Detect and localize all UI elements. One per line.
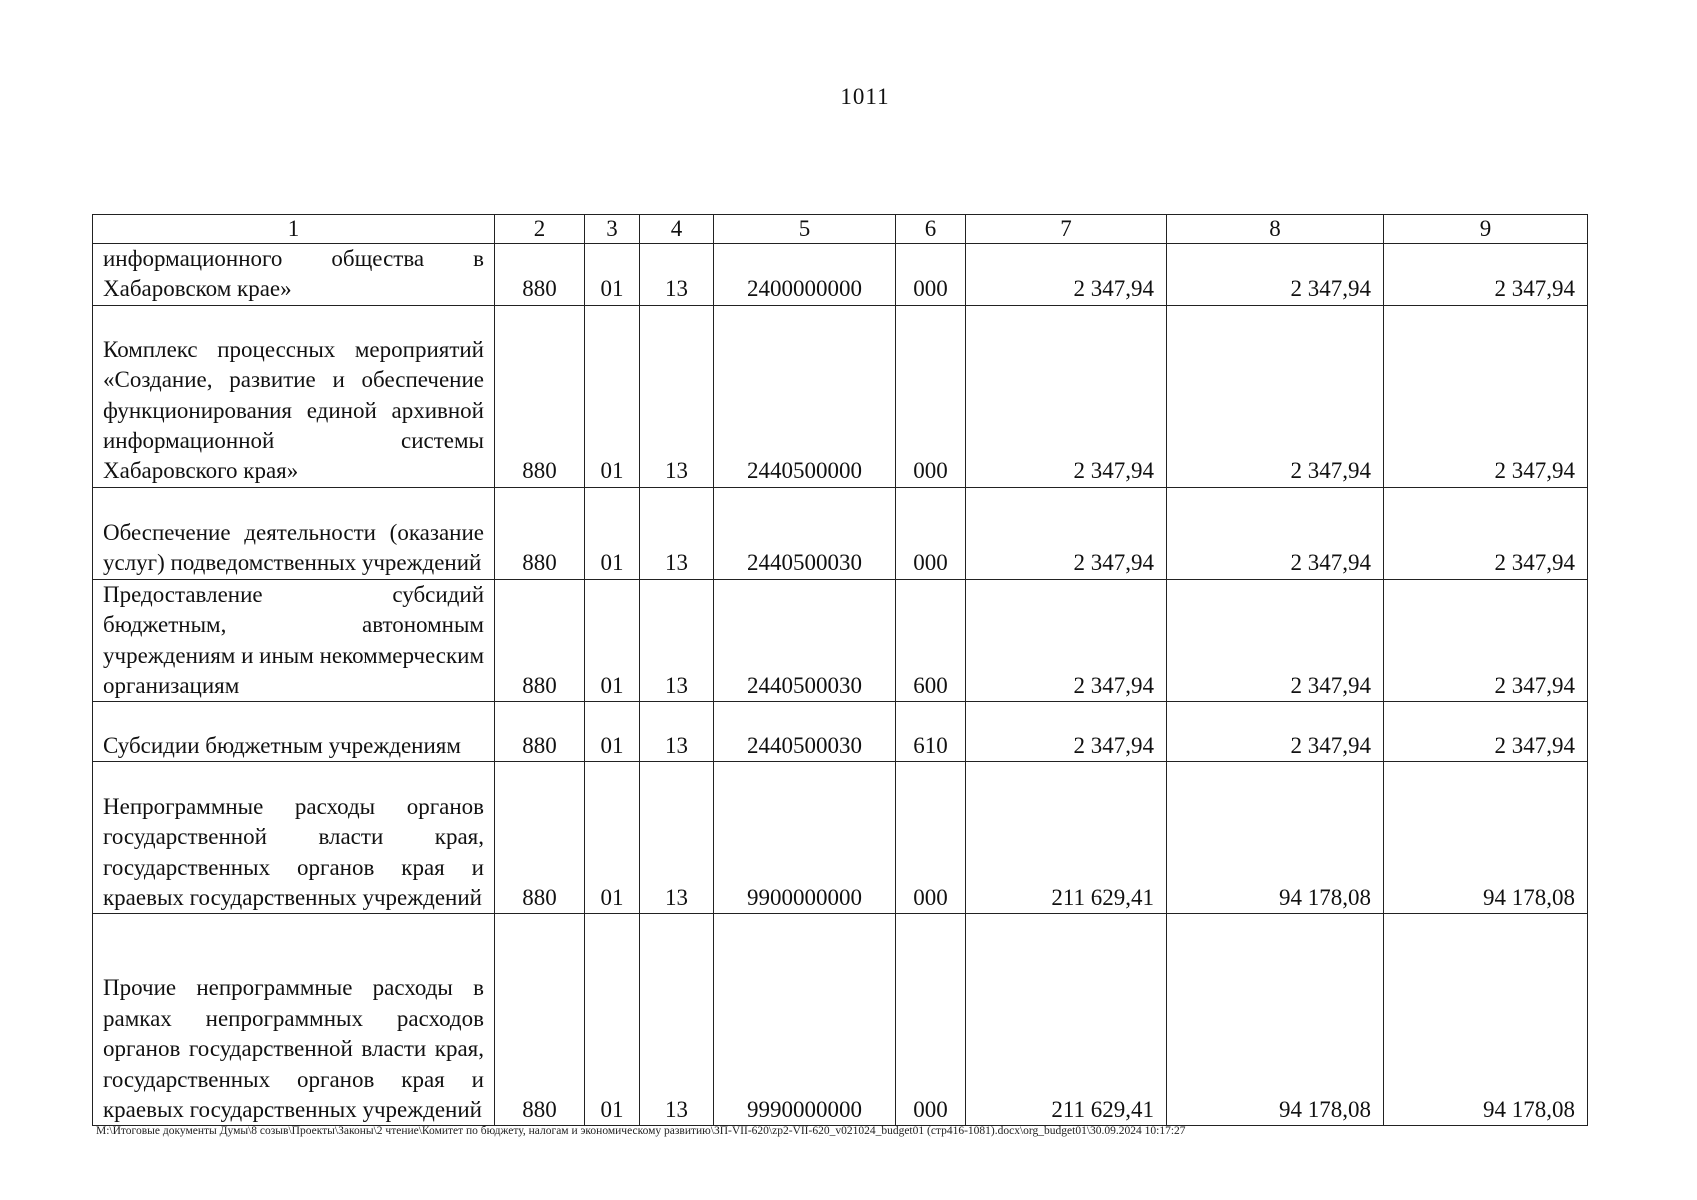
amount-col9: 94 178,08 [1384, 914, 1588, 1126]
subsection-code: 13 [640, 914, 714, 1126]
section-code: 01 [585, 579, 640, 702]
amount-col9: 2 347,94 [1384, 244, 1588, 306]
subsection-code: 13 [640, 305, 714, 487]
section-code: 01 [585, 487, 640, 579]
budget-table [92, 214, 1588, 1126]
subsection-code: 13 [640, 487, 714, 579]
expense-type-code: 000 [896, 487, 966, 579]
file-path-footer: M:\Итоговые документы Думы\8 созыв\Проекты\Законы\2 чтение\Комитет по бюджету, налогам и экономическому развитию\ЗП-VII-620\zp2-VII-620_v021024_budget01 (стр416-1081).docx\org_budget01\30.09.2024 10:17:27 [96, 1125, 1186, 1137]
column-header: 3 [585, 215, 640, 244]
amount-col8: 94 178,08 [1167, 914, 1384, 1126]
subsection-code: 13 [640, 762, 714, 914]
expense-name: Прочие непрограммные расходы в рамках непрограммных расходов органов государственной власти края, государственных органов края и краевых государственных учреждений [93, 914, 495, 1126]
table-row [93, 914, 1588, 1126]
table-header-row [93, 215, 1588, 244]
amount-col9: 2 347,94 [1384, 702, 1588, 762]
expense-type-code: 000 [896, 762, 966, 914]
column-header: 1 [93, 215, 495, 244]
expense-name: информационного общества в Хабаровском крае» [93, 244, 495, 306]
column-header: 6 [896, 215, 966, 244]
column-header: 8 [1167, 215, 1384, 244]
expense-name: Комплекс процессных мероприятий «Создание, развитие и обеспечение функционирования единой архивной информационной системы Хабаровского края» [93, 305, 495, 487]
subsection-code: 13 [640, 579, 714, 702]
expense-name: Обеспечение деятельности (оказание услуг) подведомственных учреждений [93, 487, 495, 579]
amount-col9: 94 178,08 [1384, 762, 1588, 914]
ministry-code: 880 [495, 244, 585, 306]
target-article-code: 9990000000 [714, 914, 896, 1126]
amount-col7: 2 347,94 [966, 487, 1167, 579]
section-code: 01 [585, 914, 640, 1126]
amount-col9: 2 347,94 [1384, 305, 1588, 487]
expense-type-code: 000 [896, 914, 966, 1126]
table-row [93, 702, 1588, 762]
table-row [93, 487, 1588, 579]
ministry-code: 880 [495, 762, 585, 914]
expense-type-code: 000 [896, 305, 966, 487]
column-header: 2 [495, 215, 585, 244]
ministry-code: 880 [495, 305, 585, 487]
expense-name: Предоставление субсидий бюджетным, автономным учреждениям и иным некоммерческим организациям [93, 579, 495, 702]
target-article-code: 9900000000 [714, 762, 896, 914]
amount-col8: 2 347,94 [1167, 487, 1384, 579]
target-article-code: 2400000000 [714, 244, 896, 306]
section-code: 01 [585, 702, 640, 762]
amount-col7: 211 629,41 [966, 914, 1167, 1126]
subsection-code: 13 [640, 244, 714, 306]
ministry-code: 880 [495, 914, 585, 1126]
column-header: 7 [966, 215, 1167, 244]
table-row [93, 305, 1588, 487]
expense-type-code: 610 [896, 702, 966, 762]
column-header: 5 [714, 215, 896, 244]
column-header: 9 [1384, 215, 1588, 244]
column-header: 4 [640, 215, 714, 244]
table-row [93, 244, 1588, 306]
ministry-code: 880 [495, 702, 585, 762]
page-number: 1011 [840, 84, 890, 109]
target-article-code: 2440500030 [714, 579, 896, 702]
target-article-code: 2440500030 [714, 702, 896, 762]
expense-name: Непрограммные расходы органов государственной власти края, государственных органов края и краевых государственных учреждений [93, 762, 495, 914]
amount-col7: 2 347,94 [966, 305, 1167, 487]
amount-col9: 2 347,94 [1384, 487, 1588, 579]
amount-col7: 211 629,41 [966, 762, 1167, 914]
expense-name: Субсидии бюджетным учреждениям [93, 702, 495, 762]
amount-col8: 2 347,94 [1167, 579, 1384, 702]
amount-col8: 2 347,94 [1167, 305, 1384, 487]
amount-col7: 2 347,94 [966, 579, 1167, 702]
expense-type-code: 600 [896, 579, 966, 702]
ministry-code: 880 [495, 579, 585, 702]
amount-col8: 2 347,94 [1167, 244, 1384, 306]
table-row [93, 579, 1588, 702]
target-article-code: 2440500030 [714, 487, 896, 579]
table-row [93, 762, 1588, 914]
section-code: 01 [585, 762, 640, 914]
target-article-code: 2440500000 [714, 305, 896, 487]
expense-type-code: 000 [896, 244, 966, 306]
amount-col7: 2 347,94 [966, 244, 1167, 306]
ministry-code: 880 [495, 487, 585, 579]
amount-col9: 2 347,94 [1384, 579, 1588, 702]
amount-col7: 2 347,94 [966, 702, 1167, 762]
section-code: 01 [585, 244, 640, 306]
amount-col8: 2 347,94 [1167, 702, 1384, 762]
amount-col8: 94 178,08 [1167, 762, 1384, 914]
subsection-code: 13 [640, 702, 714, 762]
section-code: 01 [585, 305, 640, 487]
